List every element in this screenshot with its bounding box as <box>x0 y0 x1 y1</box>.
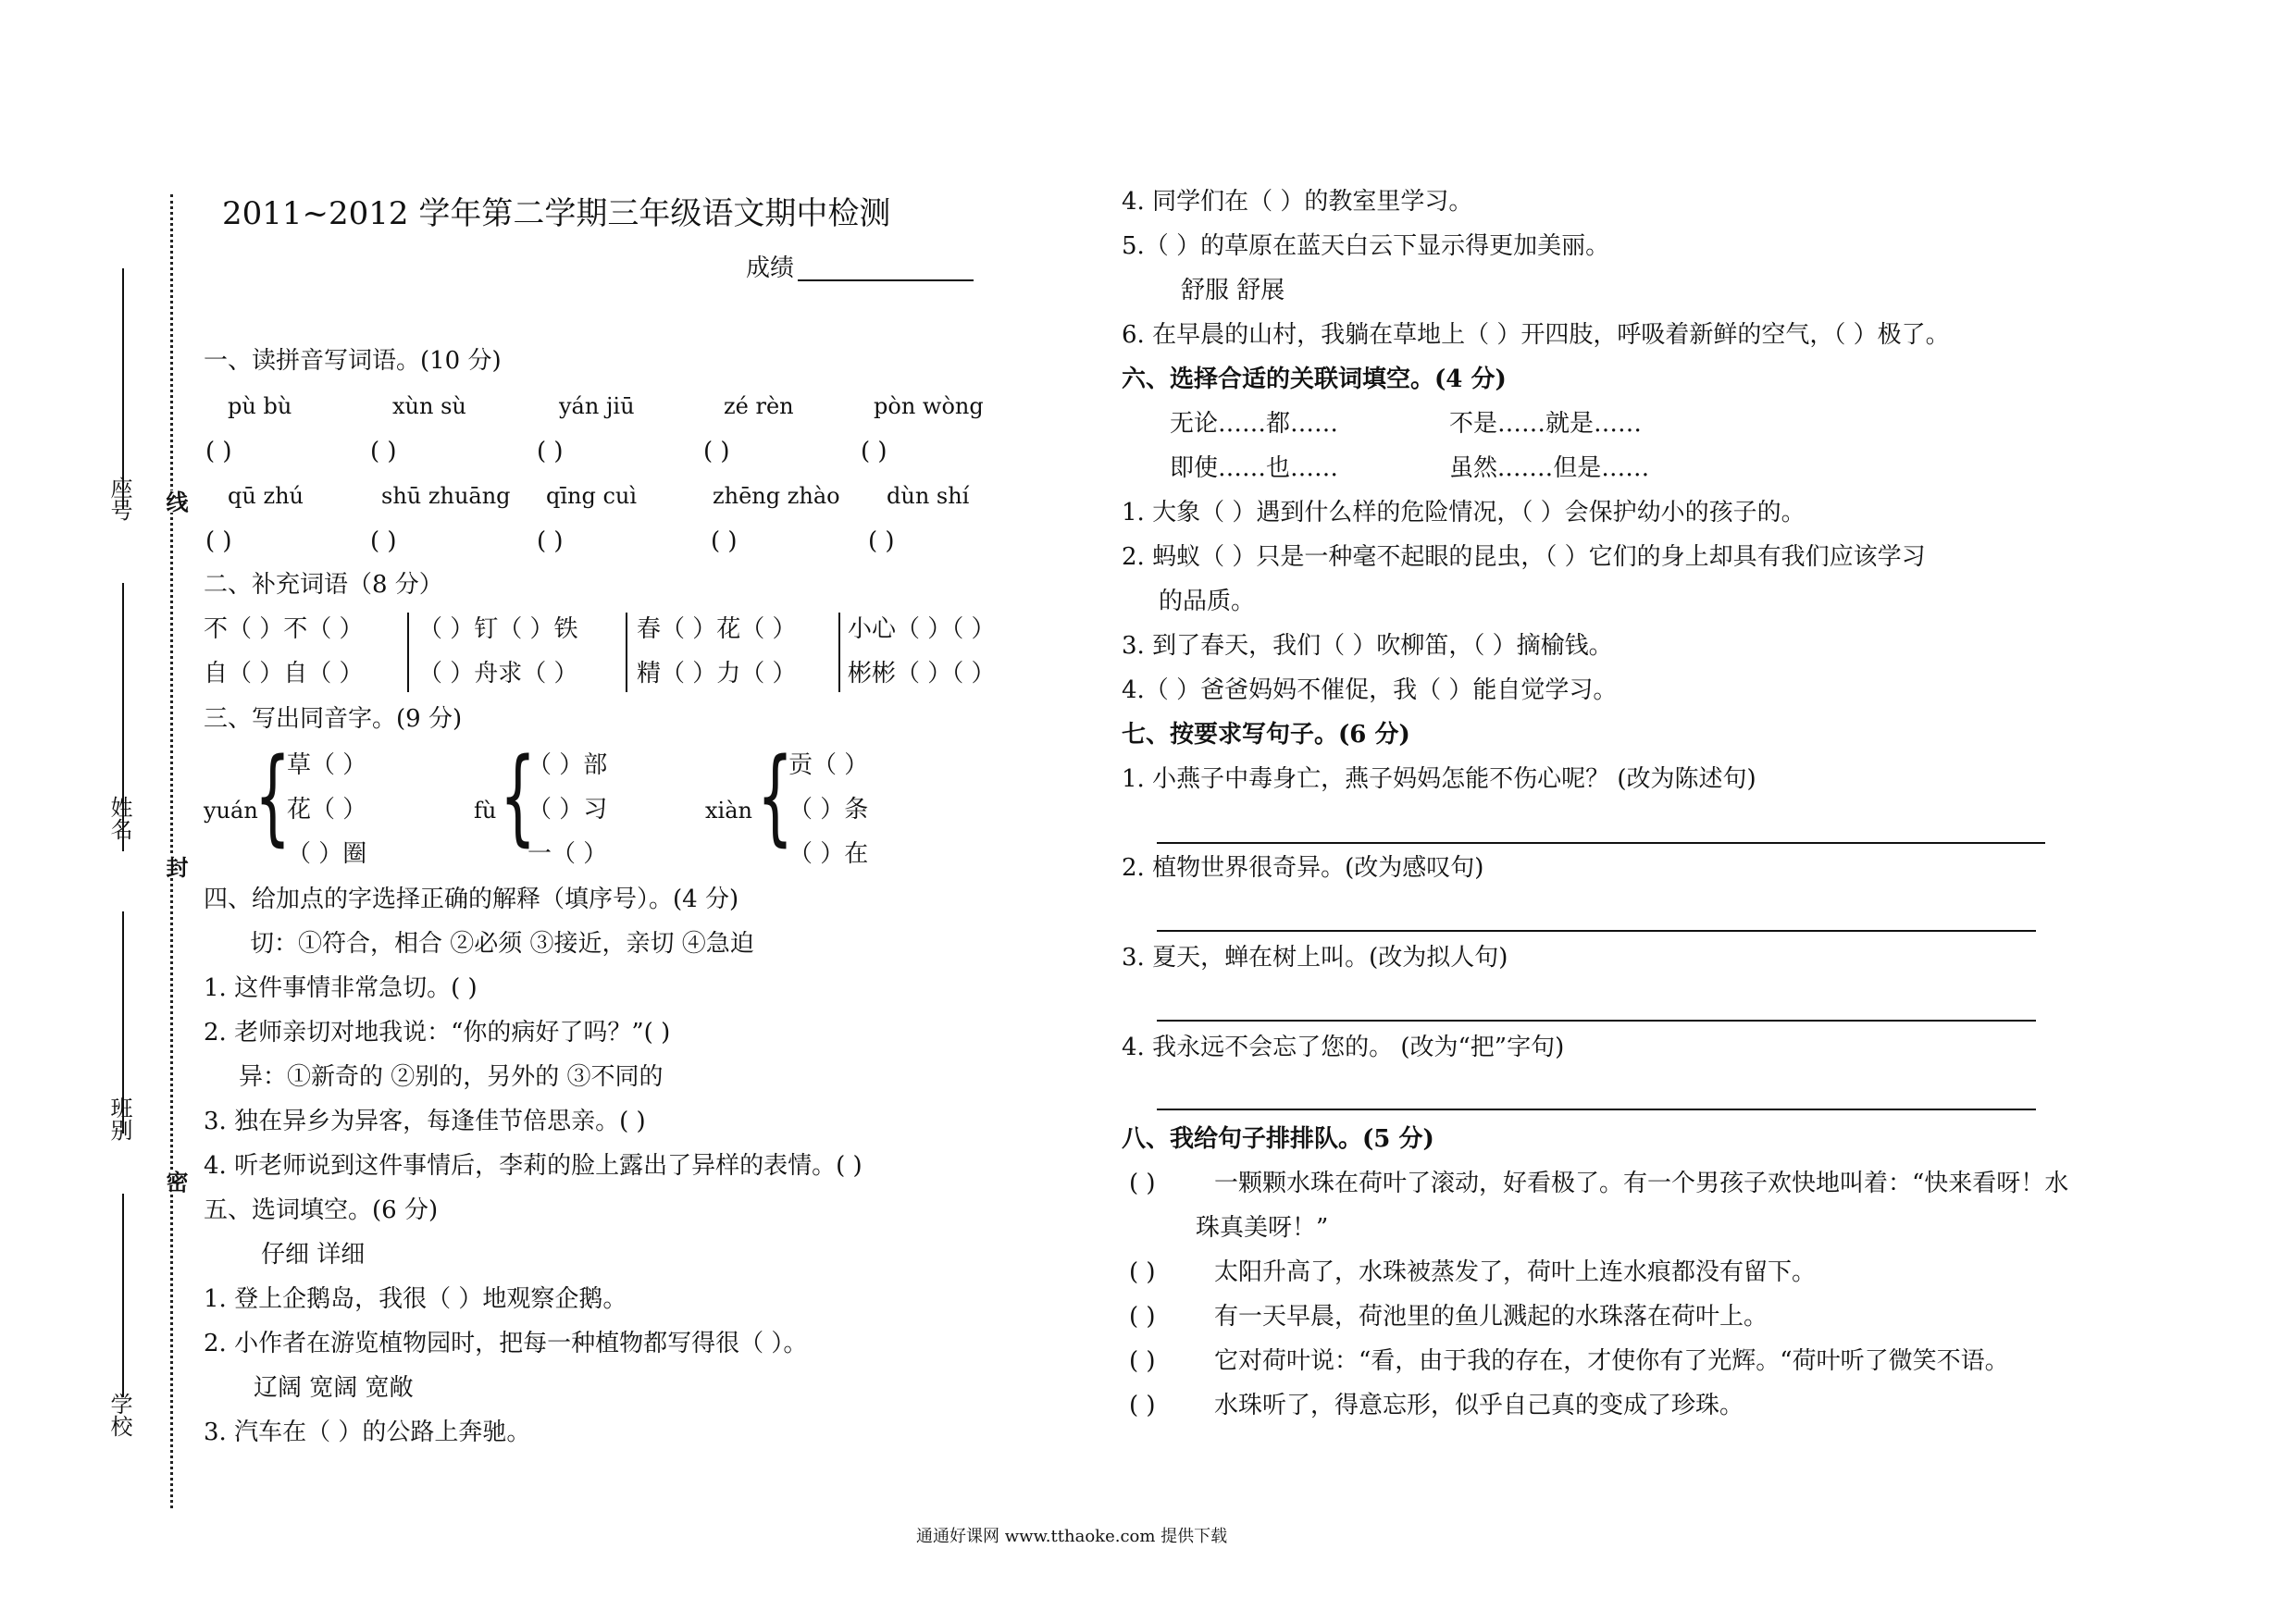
homophone-3-2[interactable]: （ ）条 <box>788 796 869 824</box>
score-blank-line[interactable] <box>798 279 974 281</box>
footer-credit: 通通好课网 www.tthaoke.com 提供下载 <box>916 1527 1228 1546</box>
s8-sentence-3: 有一天早晨，荷池里的鱼儿溅起的水珠落在荷叶上。 <box>1214 1303 1769 1331</box>
pinyin-10: dùn shí <box>887 483 970 509</box>
s6-pair-4: 虽然.……但是…… <box>1449 454 1650 482</box>
homophone-py-2: fù <box>474 798 497 824</box>
seat-field-line <box>122 268 124 509</box>
pinyin-2: xùn sù <box>392 393 466 419</box>
idiom-5[interactable]: 自（ ）自（ ） <box>204 660 364 688</box>
pinyin-4: zé rèn <box>724 393 794 419</box>
idiom-4[interactable]: 小心（ ）（ ） <box>848 615 996 643</box>
s6-title: 六、选择合适的关联词填空。(4 分) <box>1122 365 1507 393</box>
idiom-divider-3 <box>838 613 840 692</box>
homophone-py-1: yuán <box>204 798 258 824</box>
idiom-7[interactable]: 精（ ）力（ ） <box>637 660 797 688</box>
brace-3: { <box>757 737 794 857</box>
idiom-3[interactable]: 春（ ）花（ ） <box>637 615 797 643</box>
name-label: 姓名 <box>106 796 132 840</box>
s5-word-choices-1: 仔细 详细 <box>261 1241 366 1269</box>
s5-question-1[interactable]: 1. 登上企鹅岛，我很（ ）地观察企鹅。 <box>204 1285 627 1313</box>
s7-question-2: 2. 植物世界很奇异。(改为感叹句) <box>1122 854 1484 882</box>
pinyin-blank-1[interactable]: ( ) <box>205 438 232 465</box>
idiom-6[interactable]: （ ）舟求（ ） <box>418 660 578 688</box>
pinyin-blank-8[interactable]: ( ) <box>537 527 564 555</box>
page-title: 2011~2012 学年第二学期三年级语文期中检测 <box>222 195 891 232</box>
pinyin-blank-9[interactable]: ( ) <box>711 527 738 555</box>
s5-question-4[interactable]: 4. 同学们在（ ）的教室里学习。 <box>1122 188 1473 216</box>
s7-question-4: 4. 我永远不会忘了您的。 (改为“把”字句) <box>1122 1034 1565 1061</box>
idiom-2[interactable]: （ ）钉（ ）铁 <box>418 615 578 643</box>
pinyin-3: yán jiū <box>559 393 635 419</box>
s8-order-blank-1[interactable]: ( ) <box>1129 1170 1156 1197</box>
binding-dotted-line <box>170 194 173 1508</box>
s8-title: 八、我给句子排排队。(5 分) <box>1122 1125 1434 1153</box>
seal-mark-feng: 封 <box>159 856 192 878</box>
s6-question-4[interactable]: 4.（ ）爸爸妈妈不催促，我（ ）能自觉学习。 <box>1122 676 1618 704</box>
s5-word-choices-2: 辽阔 宽阔 宽敞 <box>254 1374 414 1402</box>
s7-question-3: 3. 夏天，蝉在树上叫。(改为拟人句) <box>1122 944 1508 972</box>
idiom-divider-2 <box>626 613 627 692</box>
pinyin-5: pòn wòng <box>874 393 984 419</box>
homophone-2-3[interactable]: 一（ ） <box>527 840 608 868</box>
score-label: 成绩 <box>746 254 795 282</box>
pinyin-8: qīng cuì <box>546 483 638 509</box>
homophone-1-3[interactable]: （ ）圈 <box>287 840 367 868</box>
s5-question-6[interactable]: 6. 在早晨的山村，我躺在草地上（ ）开四肢，呼吸着新鲜的空气，（ ）极了。 <box>1122 321 1950 349</box>
s8-order-blank-5[interactable]: ( ) <box>1129 1392 1156 1419</box>
s3-title: 三、写出同音字。(9 分) <box>204 705 463 733</box>
s7-title: 七、按要求写句子。(6 分) <box>1122 721 1410 749</box>
s4-definitions-yi: 异：①新奇的 ②别的，另外的 ③不同的 <box>239 1063 664 1091</box>
s5-word-choices-3: 舒服 舒展 <box>1181 277 1285 304</box>
brace-1: { <box>254 737 292 857</box>
pinyin-1: pù bù <box>228 393 292 419</box>
s8-sentence-1: 一颗颗水珠在荷叶了滚动，好看极了。有一个男孩子欢快地叫着：“快来看呀！水 <box>1214 1170 2069 1197</box>
homophone-3-1[interactable]: 贡（ ） <box>788 751 869 779</box>
pinyin-blank-10[interactable]: ( ) <box>868 527 895 555</box>
pinyin-blank-3[interactable]: ( ) <box>537 438 564 465</box>
s8-sentence-2: 太阳升高了，水珠被蒸发了，荷叶上连水痕都没有留下。 <box>1214 1258 1817 1286</box>
s8-order-blank-4[interactable]: ( ) <box>1129 1347 1156 1375</box>
s6-question-1[interactable]: 1. 大象（ ）遇到什么样的危险情况，（ ）会保护幼小的孩子的。 <box>1122 499 1806 527</box>
s8-order-blank-3[interactable]: ( ) <box>1129 1303 1156 1331</box>
seat-label: 座号 <box>106 477 132 521</box>
homophone-2-2[interactable]: （ ）习 <box>527 796 608 824</box>
s5-title: 五、选词填空。(6 分) <box>204 1196 439 1224</box>
idiom-1[interactable]: 不（ ）不（ ） <box>204 615 364 643</box>
homophone-py-3: xiàn <box>705 798 752 824</box>
pinyin-blank-5[interactable]: ( ) <box>861 438 887 465</box>
s5-question-5[interactable]: 5.（ ）的草原在蓝天白云下显示得更加美丽。 <box>1122 232 1610 260</box>
s8-sentence-1-cont: 珠真美呀！” <box>1196 1214 1329 1242</box>
homophone-3-3[interactable]: （ ）在 <box>788 840 869 868</box>
s7-answer-line-4[interactable] <box>1157 1109 2036 1110</box>
s4-title: 四、给加点的字选择正确的解释（填序号）。(4 分) <box>204 886 739 913</box>
s6-question-2-cont: 的品质。 <box>1159 588 1256 615</box>
homophone-1-1[interactable]: 草（ ） <box>287 751 367 779</box>
homophone-2-1[interactable]: （ ）部 <box>527 751 608 779</box>
pinyin-blank-7[interactable]: ( ) <box>370 527 397 555</box>
pinyin-9: zhēng zhào <box>713 483 840 509</box>
s5-question-2[interactable]: 2. 小作者在游览植物园时，把每一种植物都写得很（ ）。 <box>204 1330 808 1357</box>
class-label: 班别 <box>106 1096 132 1141</box>
seal-mark-mi: 密 <box>159 1171 192 1193</box>
s7-answer-line-1[interactable] <box>1157 842 2045 844</box>
pinyin-blank-6[interactable]: ( ) <box>205 527 232 555</box>
homophone-1-2[interactable]: 花（ ） <box>287 796 367 824</box>
s5-question-3[interactable]: 3. 汽车在（ ）的公路上奔驰。 <box>204 1419 531 1446</box>
s2-title: 二、补充词语（8 分） <box>204 571 443 599</box>
idiom-divider-1 <box>407 613 409 692</box>
pinyin-7: shū zhuāng <box>381 483 511 509</box>
s1-title: 一、读拼音写词语。(10 分) <box>204 347 502 375</box>
s8-sentence-5: 水珠听了，得意忘形，似乎自己真的变成了珍珠。 <box>1214 1392 1744 1419</box>
pinyin-blank-2[interactable]: ( ) <box>370 438 397 465</box>
school-label: 学校 <box>106 1393 132 1437</box>
pinyin-6: qū zhú <box>228 483 304 509</box>
school-field-line <box>122 1194 124 1397</box>
pinyin-blank-4[interactable]: ( ) <box>703 438 730 465</box>
s6-question-3[interactable]: 3. 到了春天，我们（ ）吹柳笛，（ ）摘榆钱。 <box>1122 632 1613 660</box>
s7-question-1: 1. 小燕子中毒身亡，燕子妈妈怎能不伤心呢？ (改为陈述句) <box>1122 765 1756 793</box>
s6-pair-3: 即使……也…… <box>1170 454 1339 482</box>
brace-2: { <box>500 737 537 857</box>
seal-mark-xian: 线 <box>159 490 192 513</box>
s7-answer-line-3[interactable] <box>1157 1020 2036 1022</box>
s8-sentence-4: 它对荷叶说：“看，由于我的存在，才使你有了光辉。“荷叶听了微笑不语。 <box>1214 1347 2009 1375</box>
s4-question-3[interactable]: 3. 独在异乡为异客，每逢佳节倍思亲。( ) <box>204 1108 646 1135</box>
idiom-8[interactable]: 彬彬（ ）（ ） <box>848 660 996 688</box>
s4-definitions-qie: 切：①符合，相合 ②必须 ③接近，亲切 ④急迫 <box>250 930 754 958</box>
s6-pair-1: 无论……都…… <box>1170 410 1339 438</box>
s6-question-2[interactable]: 2. 蚂蚁（ ）只是一种毫不起眼的昆虫，（ ）它们的身上却具有我们应该学习 <box>1122 543 1926 571</box>
s4-question-1[interactable]: 1. 这件事情非常急切。( ) <box>204 974 478 1002</box>
s8-order-blank-2[interactable]: ( ) <box>1129 1258 1156 1286</box>
s4-question-2[interactable]: 2. 老师亲切对地我说：“你的病好了吗？”( ) <box>204 1019 671 1047</box>
s7-answer-line-2[interactable] <box>1157 930 2036 932</box>
s4-question-4[interactable]: 4. 听老师说到这件事情后，李莉的脸上露出了异样的表情。( ) <box>204 1152 863 1180</box>
s6-pair-2: 不是……就是…… <box>1449 410 1643 438</box>
